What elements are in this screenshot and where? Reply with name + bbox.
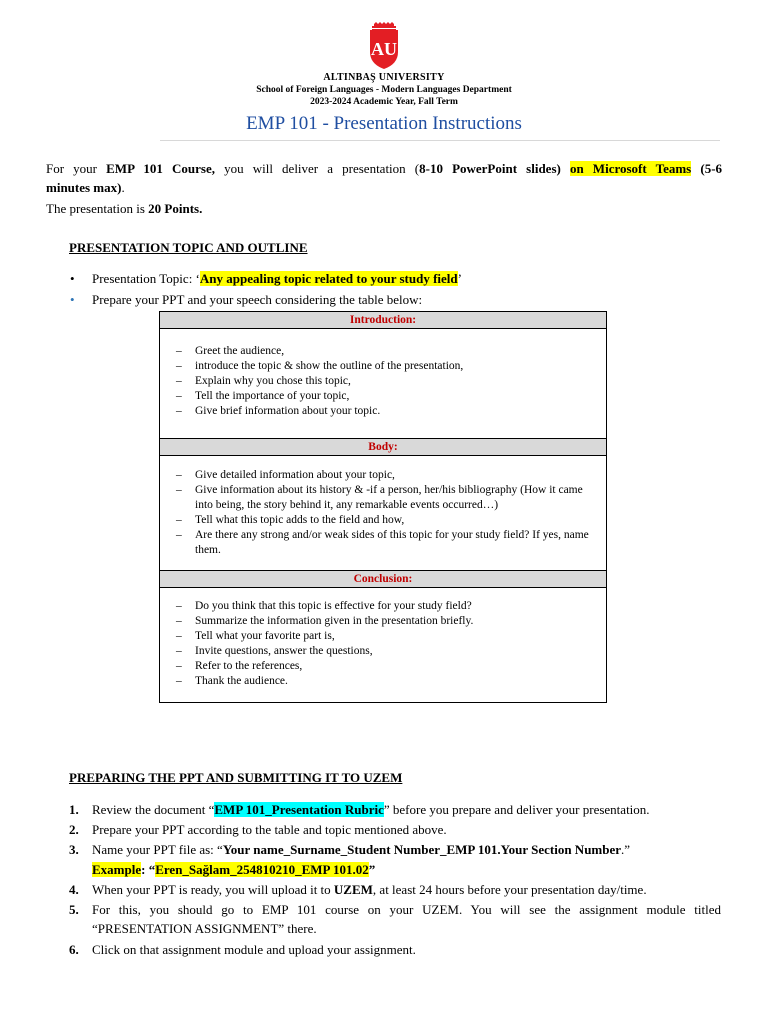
- step-1: 1. Review the document “EMP 101_Presentation Rubric” before you prepare and deliver your presentation.: [69, 802, 650, 817]
- list-item: – Explain why you chose this topic,: [176, 375, 351, 387]
- conclusion-list: [176, 599, 596, 689]
- list-item: – Thank the audience.: [176, 675, 288, 687]
- step-5-cont: “PRESENTATION ASSIGNMENT” there.: [92, 921, 317, 936]
- list-item: – Tell what this topic adds to the field and how,: [176, 514, 405, 526]
- academic-year: 2023-2024 Academic Year, Fall Term: [310, 97, 458, 107]
- list-item: – Do you think that this topic is effective for your study field?: [176, 600, 472, 612]
- list-item: – Greet the audience,: [176, 345, 285, 357]
- conclusion-header: Conclusion:: [160, 570, 606, 588]
- document-title: EMP 101 - Presentation Instructions: [246, 113, 522, 134]
- university-name: ALTINBAŞ UNIVERSITY: [323, 72, 445, 83]
- list-item: – Give brief information about your topic.: [176, 405, 381, 417]
- bullet-topic: • Presentation Topic: ‘Any appealing topic related to your study field’: [70, 271, 462, 286]
- list-item: – Give information about its history & -if a person, her/his bibliography (How it came into being, the story behind it, any remarkable events occurred…): [176, 484, 583, 511]
- body-list: [176, 468, 596, 558]
- list-item: – Give detailed information about your topic,: [176, 469, 395, 481]
- step-3-example: Example: “Eren_Sağlam_254810210_EMP 101.02”: [92, 862, 376, 877]
- list-item: – Summarize the information given in the presentation briefly.: [176, 615, 474, 627]
- intro-line-1: For your EMP 101 Course, you will deliver a presentation (8-10 PowerPoint slides) on Microsoft Teams (5-6: [46, 161, 723, 176]
- step-3: 3. Name your PPT file as: “Your name_Surname_Student Number_EMP 101.Your Section Number.”: [69, 842, 631, 857]
- university-logo-icon: [366, 22, 402, 70]
- introduction-list: [176, 344, 596, 419]
- teams-highlight: on Microsoft Teams: [569, 161, 692, 176]
- topic-highlight: Any appealing topic related to your study field: [199, 271, 458, 286]
- bullet-icon: •: [70, 292, 75, 307]
- step-2: 2. Prepare your PPT according to the table and topic mentioned above.: [69, 822, 447, 837]
- list-item: – Are there any strong and/or weak sides of this topic for your study field? If yes, name them.: [176, 529, 589, 556]
- list-item: – Refer to the references,: [176, 660, 303, 672]
- outline-table: [159, 311, 607, 703]
- intro-points: The presentation is 20 Points.: [46, 201, 203, 216]
- intro-line-2: minutes max).: [46, 180, 125, 195]
- section-submit-heading: PREPARING THE PPT AND SUBMITTING IT TO UZEM: [69, 770, 403, 785]
- example-highlight: Eren_Sağlam_254810210_EMP 101.02: [155, 862, 369, 877]
- school-name: School of Foreign Languages - Modern Languages Department: [256, 85, 512, 95]
- title-divider: [160, 140, 720, 141]
- body-header: Body:: [160, 438, 606, 456]
- introduction-header: Introduction:: [160, 312, 606, 329]
- list-item: – introduce the topic & show the outline of the presentation,: [176, 360, 464, 372]
- step-4: 4. When your PPT is ready, you will upload it to UZEM, at least 24 hours before your presentation day/time.: [69, 882, 647, 897]
- example-label: Example: [92, 862, 142, 877]
- bullet-icon: •: [70, 271, 75, 286]
- rubric-highlight: EMP 101_Presentation Rubric: [214, 802, 384, 817]
- list-item: – Tell the importance of your topic,: [176, 390, 350, 402]
- section-topic-heading: PRESENTATION TOPIC AND OUTLINE: [69, 240, 308, 255]
- bullet-prepare: • Prepare your PPT and your speech considering the table below:: [70, 292, 423, 307]
- list-item: – Tell what your favorite part is,: [176, 630, 335, 642]
- step-5: 5. For this, you should go to EMP 101 course on your UZEM. You will see the assignment module titled: [69, 902, 721, 917]
- logo-letters: AU: [371, 39, 397, 59]
- step-6: 6. Click on that assignment module and upload your assignment.: [69, 942, 416, 957]
- list-item: – Invite questions, answer the questions,: [176, 645, 373, 657]
